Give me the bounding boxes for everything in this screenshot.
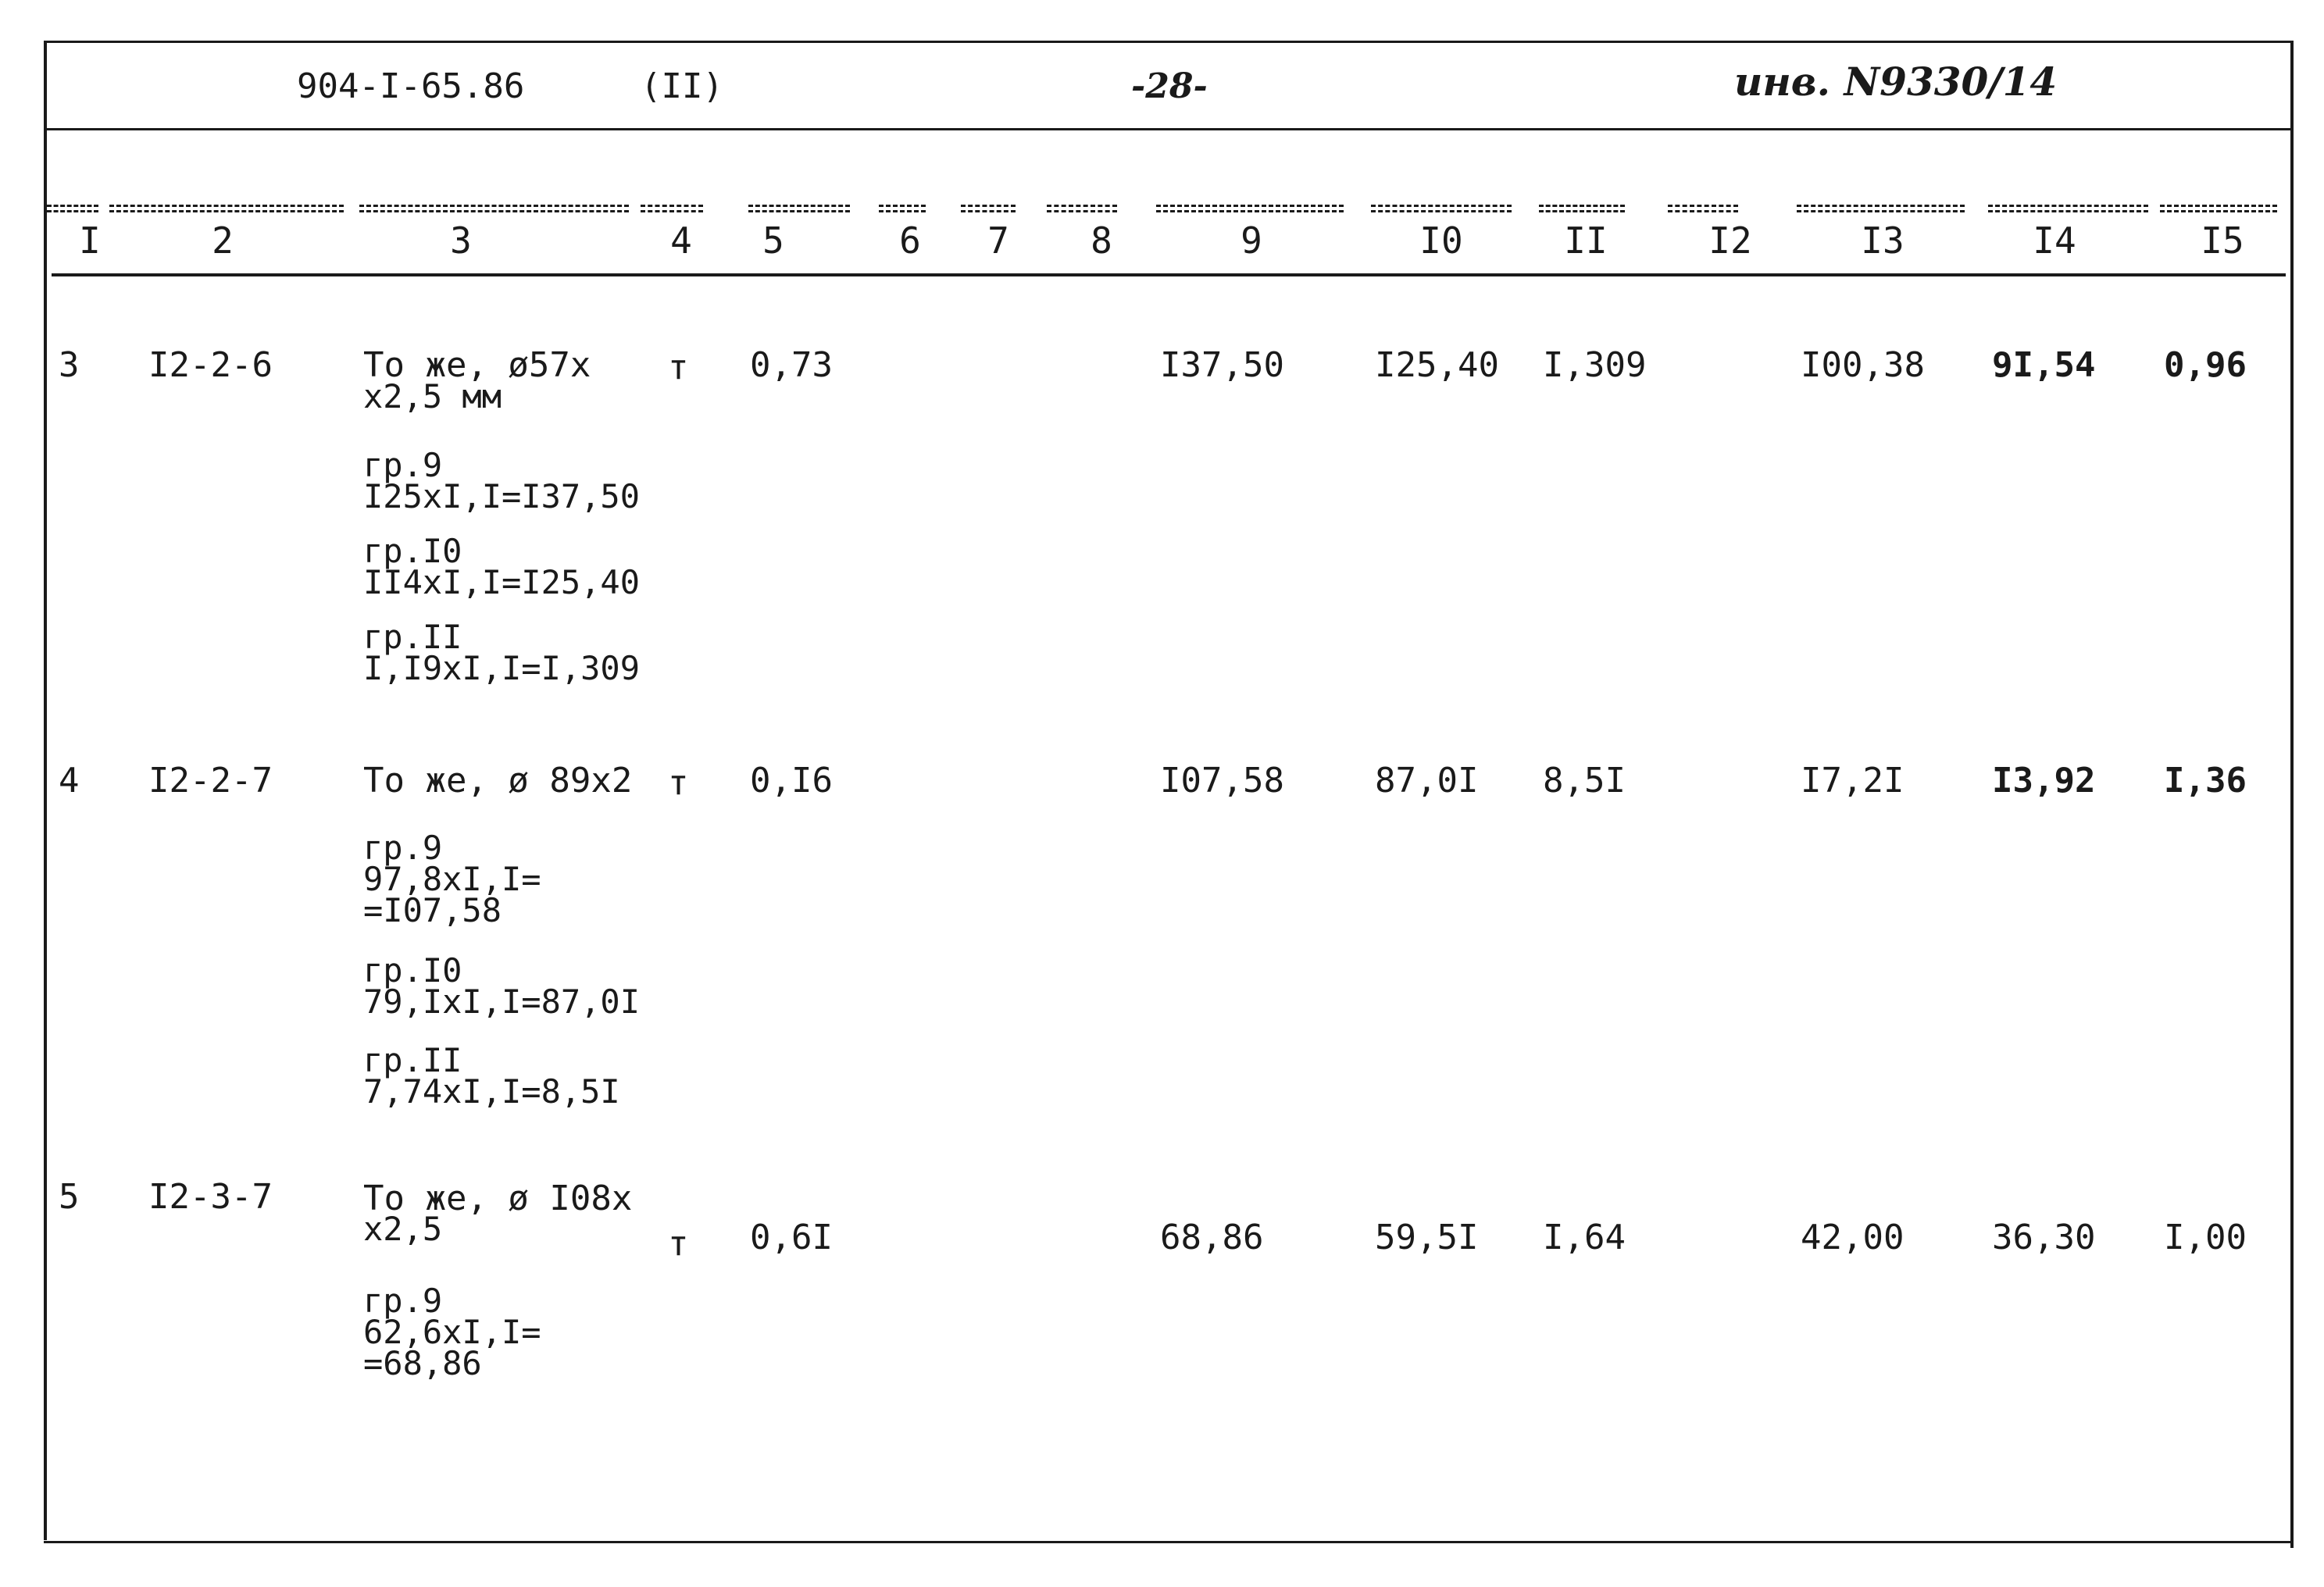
row-col9: I37,50 [1160, 345, 1284, 385]
row-num: 5 [59, 1177, 80, 1217]
frame-bottom-border [44, 1541, 2294, 1543]
row-col13: I7,2I [1801, 761, 1905, 801]
row-col14: I3,92 [1992, 761, 2096, 801]
page-number: -28- [1131, 66, 1208, 106]
header-dashes [1371, 205, 1512, 212]
calc-expression: 79,IxI,I=87,0I [363, 983, 641, 1021]
col-header-12: I2 [1708, 219, 1752, 262]
calc-label: гр.9 [363, 829, 443, 867]
col-header-4: 4 [670, 219, 692, 262]
row-description: То же, ø57х [363, 345, 591, 385]
col-header-11: II [1564, 219, 1608, 262]
row-description: То же, ø I08х [363, 1179, 633, 1218]
calc-label: гр.II [363, 1041, 462, 1079]
calc-label: гр.I0 [363, 951, 462, 990]
row-col5: 0,73 [750, 345, 833, 385]
calc-expression-cont: =68,86 [363, 1344, 482, 1382]
row-col15: I,00 [2164, 1218, 2247, 1257]
header-dashes [748, 205, 850, 212]
calc-expression: 97,8xI,I= [363, 860, 541, 898]
row-col15: 0,96 [2164, 345, 2247, 385]
row-unit: т [668, 763, 689, 803]
header-dashes [1988, 205, 2148, 212]
col-header-6: 6 [899, 219, 921, 262]
header-dashes [879, 205, 926, 212]
row-col10: I25,40 [1375, 345, 1499, 385]
col-header-9: 9 [1241, 219, 1262, 262]
calc-expression: 62,6xI,I= [363, 1313, 541, 1351]
row-col5: 0,6I [750, 1218, 833, 1257]
row-col13: I00,38 [1801, 345, 1925, 385]
calc-expression-cont: =I07,58 [363, 891, 502, 929]
header-dashes [1668, 205, 1738, 212]
header-dashes [47, 205, 98, 212]
row-col14: 36,30 [1992, 1218, 2096, 1257]
header-dashes [2160, 205, 2277, 212]
row-description: То же, ø 89х2 [363, 761, 633, 801]
col-header-3: 3 [450, 219, 472, 262]
col-header-7: 7 [987, 219, 1009, 262]
col-header-2: 2 [212, 219, 234, 262]
row-description-cont: х2,5 [363, 1210, 443, 1248]
calc-expression: I25xI,I=I37,50 [363, 477, 641, 515]
header-dashes [1047, 205, 1117, 212]
col-header-5: 5 [762, 219, 784, 262]
row-col10: 87,0I [1375, 761, 1479, 801]
row-code: I2-3-7 [148, 1177, 273, 1217]
header-dashes [1797, 205, 1965, 212]
col-header-1: I [79, 219, 101, 262]
row-col13: 42,00 [1801, 1218, 1905, 1257]
row-col11: I,309 [1543, 345, 1647, 385]
calc-expression: II4xI,I=I25,40 [363, 563, 641, 601]
col-header-13: I3 [1861, 219, 1905, 262]
header-dashes [641, 205, 703, 212]
row-col9: I07,58 [1160, 761, 1284, 801]
header-underline [52, 273, 2286, 280]
row-col10: 59,5I [1375, 1218, 1479, 1257]
col-header-8: 8 [1091, 219, 1112, 262]
calc-expression: I,I9xI,I=I,309 [363, 649, 641, 687]
frame-left-border [44, 41, 47, 1540]
row-unit: т [668, 1224, 689, 1264]
row-col5: 0,I6 [750, 761, 833, 801]
calc-label: гр.9 [363, 1282, 443, 1320]
calc-expression: 7,74xI,I=8,5I [363, 1072, 620, 1111]
inventory-number: инв. N9330/14 [1734, 59, 2058, 105]
doc-part: (II) [641, 66, 723, 106]
col-header-15: I5 [2201, 219, 2244, 262]
header-dashes [961, 205, 1016, 212]
row-col14: 9I,54 [1992, 345, 2096, 385]
row-description-cont: х2,5 мм [363, 377, 502, 415]
header-dashes [1539, 205, 1625, 212]
row-code: I2-2-6 [148, 345, 273, 385]
header-dashes [1156, 205, 1344, 212]
row-code: I2-2-7 [148, 761, 273, 801]
frame-right-border [2290, 41, 2294, 1548]
col-header-10: I0 [1419, 219, 1463, 262]
calc-label: гр.I0 [363, 532, 462, 570]
header-separator [44, 128, 2294, 130]
col-header-14: I4 [2033, 219, 2076, 262]
calc-label: гр.II [363, 618, 462, 656]
row-col11: 8,5I [1543, 761, 1626, 801]
row-num: 4 [59, 761, 80, 801]
row-col11: I,64 [1543, 1218, 1626, 1257]
row-col15: I,36 [2164, 761, 2247, 801]
row-unit: т [668, 348, 689, 387]
frame-top-border [44, 41, 2294, 43]
doc-number: 904-I-65.86 [297, 66, 525, 106]
row-col9: 68,86 [1160, 1218, 1264, 1257]
header-dashes [359, 205, 629, 212]
header-dashes [109, 205, 344, 212]
calc-label: гр.9 [363, 446, 443, 484]
row-num: 3 [59, 345, 80, 385]
